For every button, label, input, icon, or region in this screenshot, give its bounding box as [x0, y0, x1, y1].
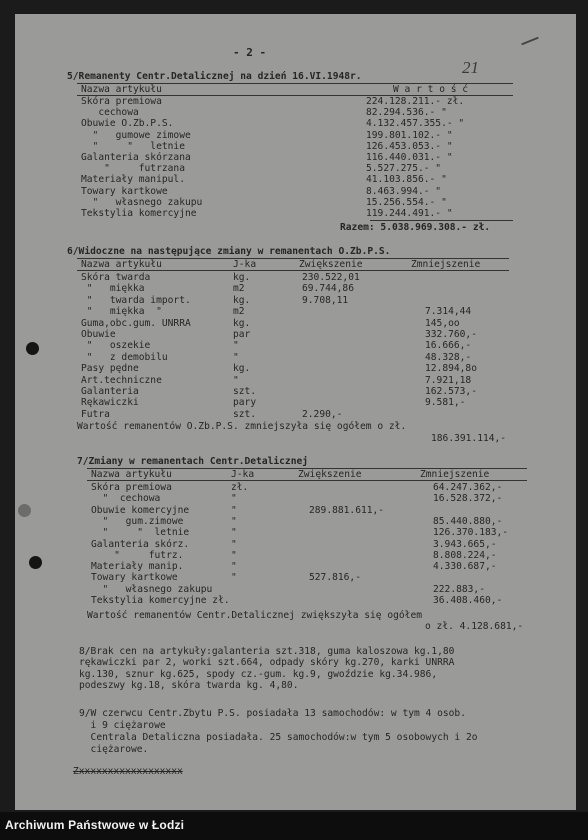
row-name: " oszekie — [81, 340, 151, 352]
section6-header-inc: Zwiększenie — [299, 259, 363, 270]
row-name: " twarda import. — [81, 294, 191, 306]
row-name: Art.techniczne — [81, 374, 162, 386]
row-unit: " — [231, 493, 237, 505]
document-sheet — [15, 14, 576, 810]
struck-text: Zxxxxxxxxxxxxxxxxxx — [73, 766, 183, 777]
row-unit: " — [231, 504, 237, 516]
row-name: Materiały manipul. — [81, 174, 185, 186]
row-name: Skóra premiowa — [81, 96, 162, 107]
row-unit: pary — [233, 397, 257, 409]
row-decrease: 64.247.362,- — [433, 482, 503, 493]
rule — [77, 270, 509, 271]
section7-title: 7/Zmiany w remanentach Centr.Detalicznej — [77, 456, 309, 467]
section5-header-name: Nazwa artykułu — [81, 84, 162, 95]
row-decrease: 16.528.372,- — [433, 493, 503, 505]
section7-header-dec: Zmniejszenie — [420, 469, 490, 480]
row-unit: " — [233, 351, 239, 363]
section6-header-unit: J-ka — [233, 259, 257, 270]
row-unit: " — [231, 561, 237, 573]
row-unit: par — [233, 329, 251, 340]
row-name: " własnego zakupu — [81, 196, 203, 208]
row-increase: 527.816,- — [309, 572, 361, 584]
row-unit: kg. — [233, 363, 251, 375]
row-name: " " letnie — [81, 140, 185, 152]
section5-title: 5/Remanenty Centr.Detalicznej na dzień 16.VI.1948r. — [67, 71, 362, 82]
section8-line: kg.130, sznur kg.625, spody cz.-gum. kg.9, gwoździe kg.34.986, — [79, 668, 438, 680]
punch-hole-icon — [29, 556, 42, 569]
row-unit: szt. — [233, 386, 257, 397]
row-name: Futra — [81, 408, 110, 420]
section6-summary: Wartość remanentów O.Zb.P.S. zmniejszyła się ogółem o zł. — [77, 421, 407, 432]
page-number: - 2 - — [233, 46, 267, 59]
footer-text: Archiwum Państwowe w Łodzi — [5, 818, 185, 832]
section6-header-dec: Zmniejszenie — [411, 259, 481, 270]
row-increase: 230.522,01 — [302, 272, 360, 283]
row-unit: " — [231, 549, 237, 561]
punch-hole-icon — [18, 504, 31, 517]
row-unit: szt. — [233, 408, 257, 420]
row-name: " miękka — [81, 283, 145, 295]
row-decrease: 3.943.665,- — [433, 538, 497, 550]
row-name: Tekstylia komercyjne zł. — [91, 595, 230, 606]
row-increase: 289.881.611,- — [309, 504, 385, 516]
row-value: 119.244.491.- " — [366, 208, 453, 219]
row-value: 116.440.031.- " — [366, 152, 453, 163]
row-decrease: 7.314,44 — [425, 306, 472, 318]
row-name: " gum.zimowe — [91, 515, 184, 527]
row-unit: m2 — [233, 306, 245, 318]
section6-summary-value: 186.391.114,- — [431, 433, 507, 444]
row-unit: " — [231, 572, 237, 584]
row-name: " własnego zakupu — [91, 583, 213, 595]
row-decrease: 8.808.224,- — [433, 549, 497, 561]
row-decrease: 48.328,- — [425, 351, 472, 363]
section7-header-inc: Zwiększenie — [298, 469, 362, 480]
row-decrease: 162.573,- — [425, 386, 477, 397]
punch-hole-icon — [26, 342, 39, 355]
rule — [87, 480, 527, 481]
section8-line: 8/Brak cen na artykuły:galanteria szt.318, guma kaloszowa kg.1,80 — [79, 646, 455, 657]
section7-summary: Wartość remanentów Centr.Detalicznej zwiększyła się ogółem — [87, 610, 423, 621]
row-value: 15.256.554.- " — [366, 196, 447, 208]
row-value: 82.294.536.- " — [366, 107, 447, 119]
row-unit: kg. — [233, 294, 251, 306]
section6-header-name: Nazwa artykułu — [81, 259, 162, 270]
row-decrease: 16.666,- — [425, 340, 472, 352]
row-unit: " — [231, 538, 237, 550]
row-unit: kg. — [233, 272, 251, 283]
section5-header-value: W a r t o ś ć — [393, 84, 469, 95]
section7-header-unit: J-ka — [231, 469, 255, 480]
row-name: Galanteria — [81, 386, 139, 397]
row-name: Skóra twarda — [81, 272, 151, 283]
section8-line: podeszwy kg.18, skóra twarda kg. 4,80. — [79, 679, 299, 691]
row-name: Pasy pędne — [81, 363, 139, 375]
row-name: Obuwie — [81, 329, 116, 340]
row-decrease: 126.370.183,- — [433, 527, 509, 539]
row-name: " futrz. — [91, 549, 184, 561]
row-name: Towary kartkowe — [91, 572, 178, 584]
row-unit: kg. — [233, 317, 251, 329]
section5-total: Razem: 5.038.969.308.- zł. — [340, 222, 491, 233]
row-unit: " — [231, 527, 237, 539]
section7-summary-value: o zł. 4.128.681,- — [425, 621, 524, 632]
section9-line: Centrala Detaliczna posiadała. 25 samochodów:w tym 5 osobowych i 2o — [79, 732, 478, 743]
row-unit: " — [233, 340, 239, 352]
pencil-mark-icon — [521, 37, 538, 46]
row-decrease: 4.330.687,- — [433, 561, 497, 573]
row-decrease: 7.921,18 — [425, 374, 472, 386]
archive-footer — [0, 812, 588, 840]
row-increase: 69.744,86 — [302, 283, 354, 295]
row-unit: m2 — [233, 283, 245, 295]
row-decrease: 9.581,- — [425, 397, 466, 409]
archive-number: 21 — [462, 58, 479, 77]
rule — [370, 220, 513, 221]
row-name: " z demobilu — [81, 351, 168, 363]
row-unit: " — [231, 515, 237, 527]
section7-header-name: Nazwa artykułu — [91, 469, 172, 480]
row-name: Galanteria skórz. — [91, 538, 190, 550]
row-name: Rękawiczki — [81, 397, 139, 409]
row-name: Obuwie komercyjne — [91, 504, 190, 516]
row-value: 4.132.457.355.- " — [366, 118, 465, 130]
row-decrease: 145,oo — [425, 317, 460, 329]
row-name: " miękka " — [81, 306, 162, 318]
row-name: " futrzana — [81, 163, 185, 175]
section8-line: rękawiczki par 2, worki szt.664, odpady skóry kg.270, karki UNRRA — [79, 657, 455, 669]
row-name: Tekstylia komercyjne — [81, 208, 197, 219]
row-value: 126.453.053.- " — [366, 140, 453, 152]
row-value: 199.801.102.- " — [366, 129, 453, 141]
row-decrease: 36.408.460,- — [433, 595, 503, 606]
section9-line: i 9 ciężarowe — [79, 720, 166, 731]
section9-line: ciężarowe. — [79, 744, 149, 755]
row-name: " " letnie — [91, 527, 190, 539]
row-decrease: 332.760,- — [425, 329, 477, 340]
row-unit: " — [233, 374, 239, 386]
row-name: Obuwie O.Zb.P.S. — [81, 118, 174, 130]
row-value: 8.463.994.- " — [366, 185, 442, 197]
row-unit: zł. — [231, 482, 249, 493]
section6-title: 6/Widoczne na następujące zmiany w remanentach O.Zb.P.S. — [67, 246, 391, 257]
row-name: Guma,obc.gum. UNRRA — [81, 317, 191, 329]
row-name: " cechowa — [91, 493, 161, 505]
row-decrease: 222.883,- — [433, 583, 485, 595]
row-name: cechowa — [81, 107, 139, 119]
row-name: " gumowe zimowe — [81, 129, 191, 141]
row-increase: 9.708,11 — [302, 294, 349, 306]
section9-line: 9/W czerwcu Centr.Zbytu P.S. posiadała 13 samochodów: w tym 4 osob. — [79, 708, 466, 719]
row-increase: 2.290,- — [302, 408, 343, 420]
row-value: 5.527.275.- " — [366, 163, 442, 175]
row-name: Skóra premiowa — [91, 482, 172, 493]
row-decrease: 12.894,8o — [425, 363, 477, 375]
row-value: 224.128.211.- zł. — [366, 96, 465, 107]
row-name: Galanteria skórzana — [81, 152, 191, 163]
row-value: 41.103.856.- " — [366, 174, 447, 186]
row-name: Towary kartkowe — [81, 185, 168, 197]
row-decrease: 85.440.880,- — [433, 515, 503, 527]
row-name: Materiały manip. — [91, 561, 184, 573]
